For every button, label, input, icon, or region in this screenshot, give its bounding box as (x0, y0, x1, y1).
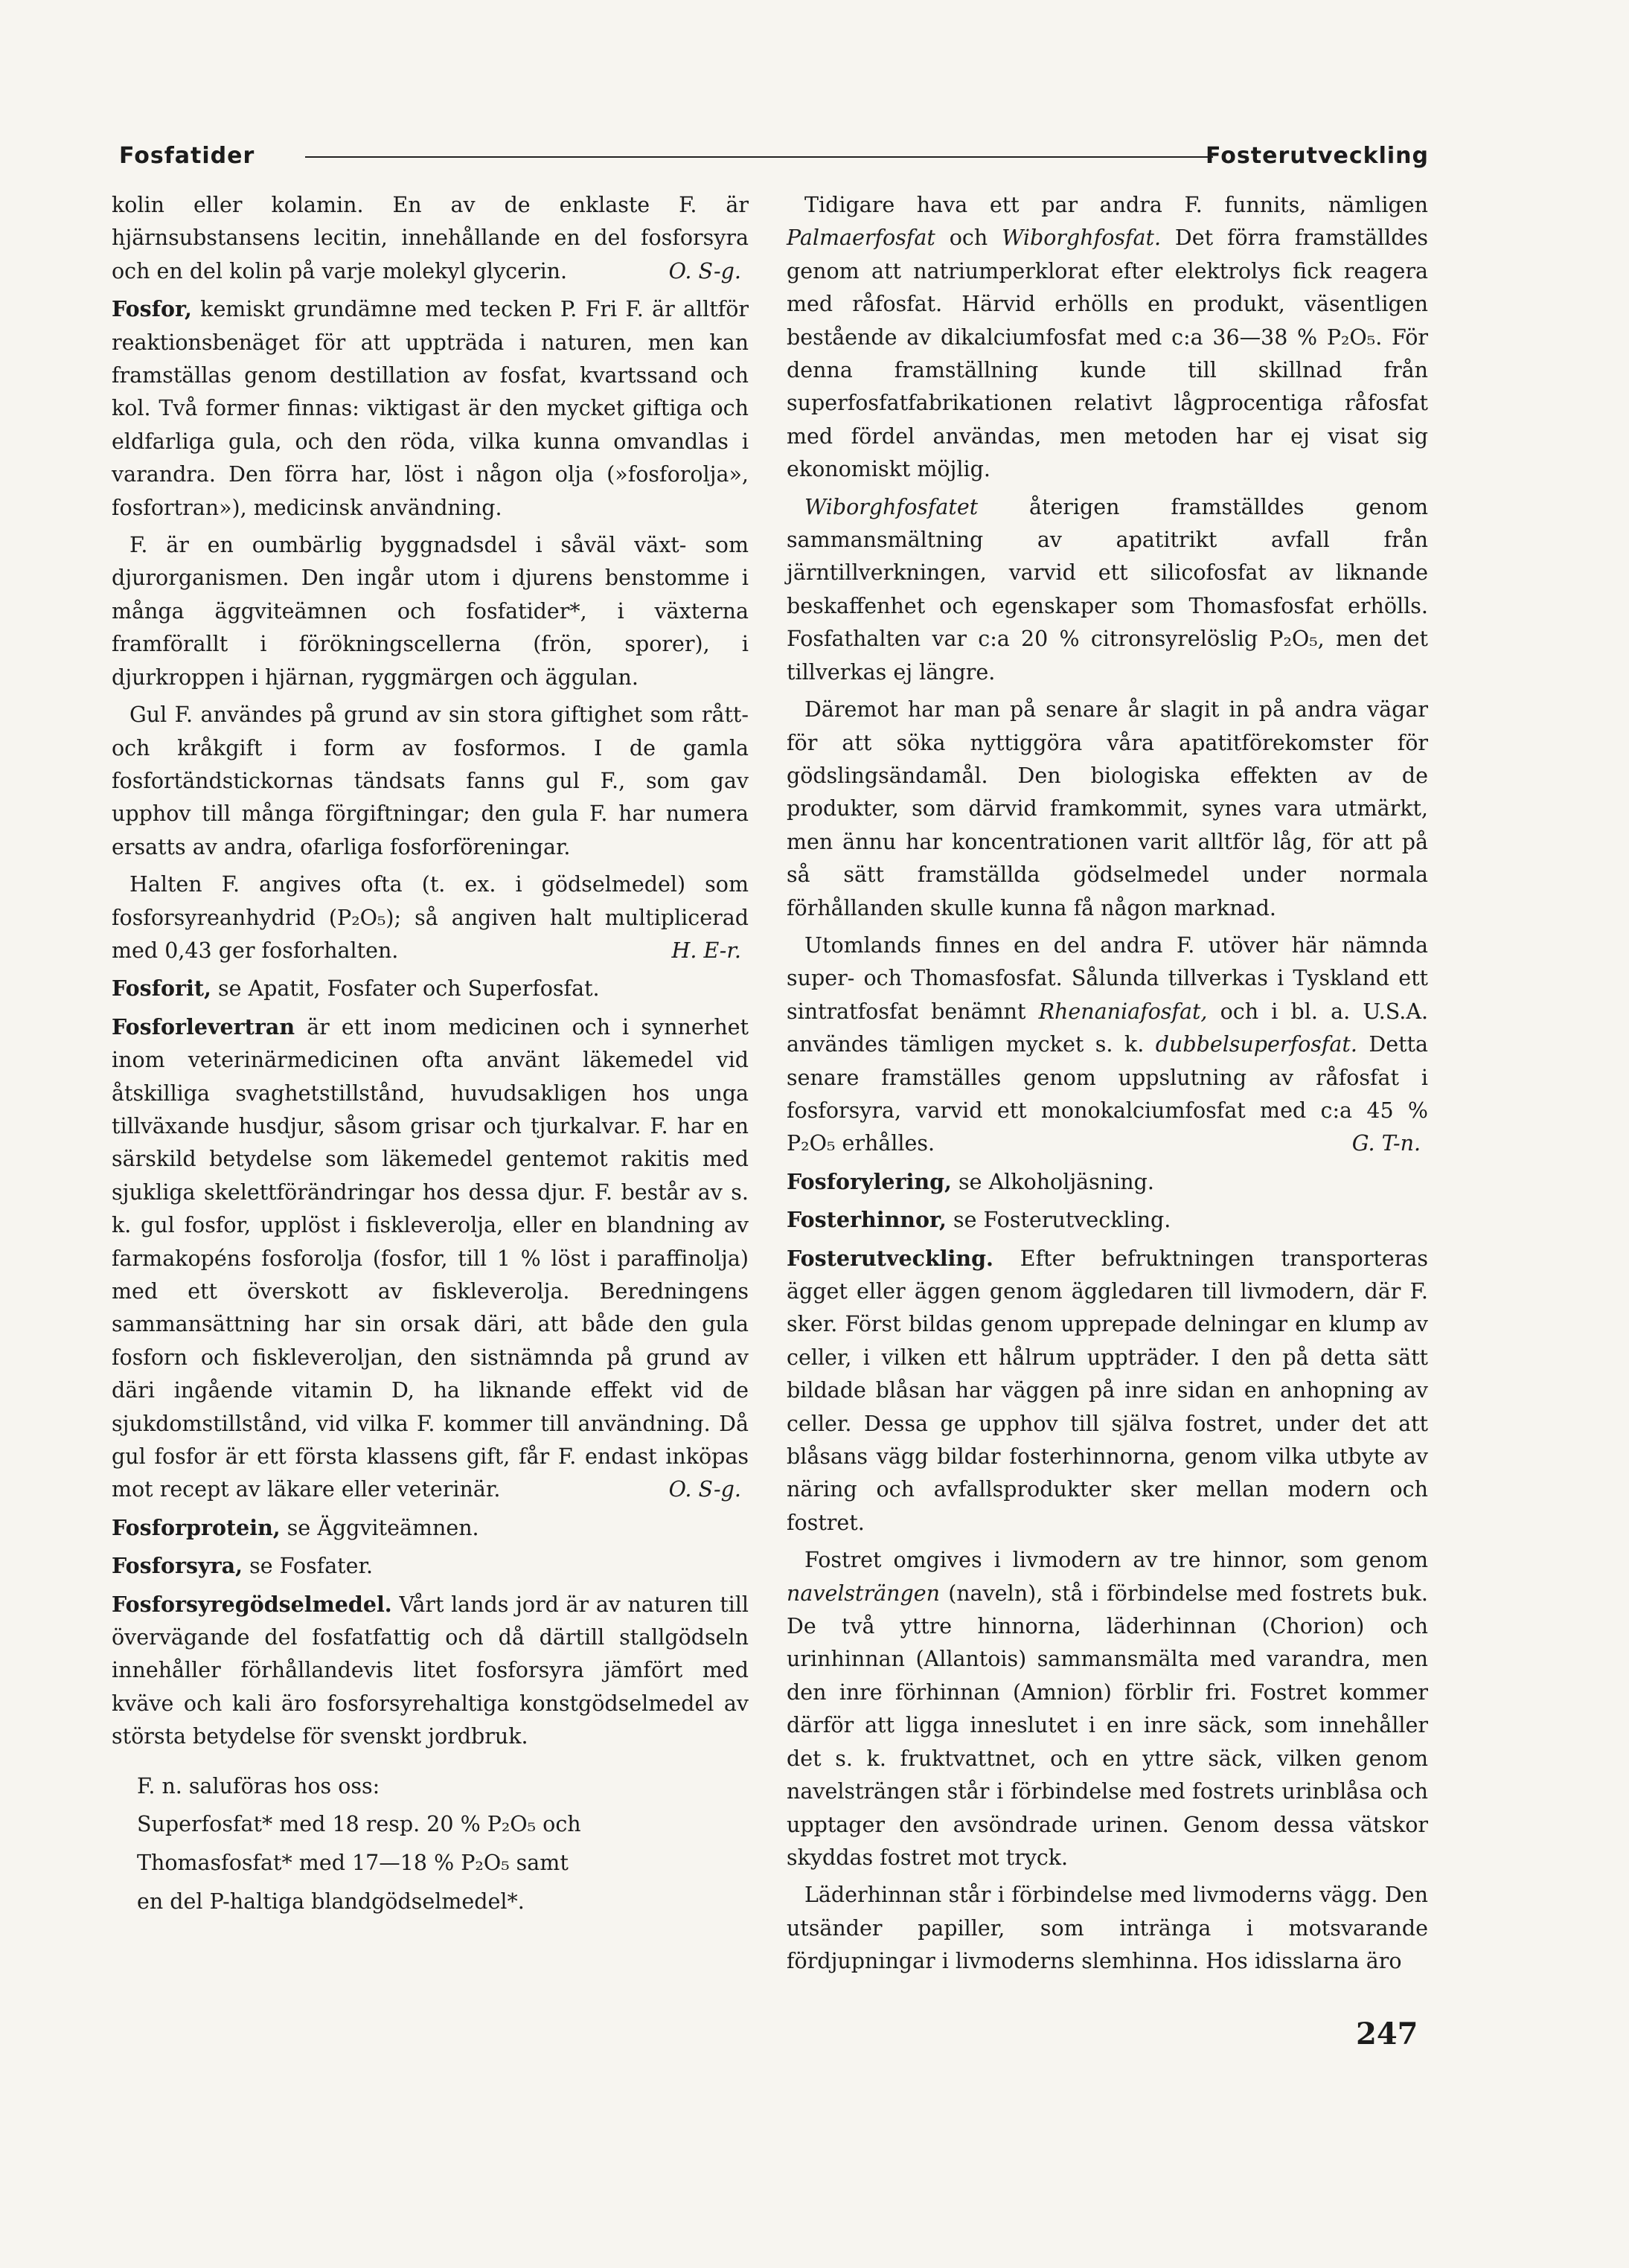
sales-item: en del P-haltiga blandgödselmedel*. (137, 1889, 525, 1915)
entry-term: Fosforlevertran (112, 1013, 295, 1040)
italic-term: navelsträngen (787, 1580, 940, 1606)
sales-item: Thomasfosfat* med 17—18 % P₂O₅ samt (137, 1851, 569, 1876)
author-signature: G. T-n. (1351, 1131, 1421, 1156)
header-right-keyword: Fosterutveckling (1206, 143, 1429, 169)
author-signature: O. S-g. (668, 1477, 741, 1502)
italic-term: Wiborghfosfatet (804, 494, 979, 519)
entry-fosforit (112, 972, 749, 1005)
paragraph-tidigare (787, 189, 1428, 487)
entry-term: Fosforsyregödselmedel. (112, 1591, 392, 1617)
entry-term: Fosterutveckling. (787, 1245, 993, 1271)
paragraph-daremot: Däremot har man på senare år slagit in på andra vägar för att söka nyttiggöra våra apatitförekomster för gödslingsändamål. Den biologiska effekten av de produkter, som därvid framkommit, synes vara utmärkt, men ännu har koncentrationen varit alltför låg, för att på så sätt framställda gödselmedel under normala förhållanden skulle kunna få någon marknad. (787, 697, 1428, 920)
text-run: Det förra framställdes genom att natriumperklorat efter elektrolys fick reagera med råfosfat. Härvid erhölls en produkt, väsentligen bestående av dikalciumfosfat med c:a 36—38 % P₂O₅. För denna framställning kunde till skillnad från superfosfatfabrikationen relativt lågprocentiga råfosfat med fördel användas, men metoden har ej visat sig ekonomiskt möjlig. (787, 225, 1429, 482)
author-signature: H. E-r. (671, 938, 741, 963)
entry-text: se Fosfater. (249, 1554, 374, 1579)
entry-term: Fosterhinnor, (787, 1207, 947, 1233)
entry-fosforprotein (112, 1511, 749, 1545)
running-header (119, 140, 1429, 177)
text-run: Utomlands finnes en del andra F. utöver här nämnda super- och Thomasfosfat. Sålunda tillverkas i Tyskland ett sintratfosfat benämnt (787, 932, 1428, 1024)
paragraph-fosfor-halten (112, 868, 749, 967)
entry-fosforsyregodselmedel (112, 1588, 749, 1754)
right-column (787, 189, 1428, 1983)
text-run: och i bl. a. U.S.A. användes tämligen mycket s. k. (787, 999, 1429, 1057)
entry-text: se Alkoholjäsning. (958, 1169, 1154, 1194)
entry-text: se Äggviteämnen. (287, 1515, 479, 1540)
paragraph-utomlands (787, 929, 1428, 1161)
sales-list (112, 1770, 749, 1919)
entry-fosfor (112, 292, 749, 525)
entry-text: se Fosterutveckling. (953, 1208, 1171, 1233)
entry-text: se Apatit, Fosfater och Superfosfat. (218, 976, 600, 1002)
italic-term: Rhenaniafosfat, (1038, 999, 1208, 1024)
entry-text: är ett inom medicinen och i synnerhet inom veterinärmedicinen ofta använt läkemedel vid åtskilliga svaghetstillstånd, huvudsakligen hos unga tillväxande husdjur, såsom grisar och tjurkalvar. F. har en särskild betydelse som läkemedel gentemot rakitis med sjukliga skelettförändringar hos dessa djur. F. består av s. k. gul fosfor, upplöst i fiskleverolja, eller en blandning av farmakopéns fosforolja (fosfor, till 1 % löst i paraffinolja) med ett överskott av fiskleverolja. Beredningens sammansättning har sin orsak däri, att både den gula fosforn och fiskleveroljan, den sistnämnda på grund av däri ingående vitamin D, ha liknande effekt vid de sjukdomstillstånd, vid vilka F. kommer till användning. Då gul fosfor är ett första klassens gift, får F. endast inköpas mot recept av läkare eller veterinär. (112, 1014, 749, 1502)
entry-term: Fosforsyra, (112, 1553, 243, 1579)
paragraph-fosfor-biology: F. är en oumbärlig byggnadsdel i såväl växt- som djurorganismen. Den ingår utom i djurens benstomme i många äggviteämnen och fosfatider*, i växterna framförallt i förökningscellerna (frön, sporer), i djurkroppen i hjärnan, ryggmärgen och äggulan. (112, 533, 749, 690)
header-left-keyword: Fosfatider (119, 143, 255, 169)
text-run: (naveln), stå i förbindelse med fostrets buk. De två yttre hinnorna, läderhinnan (Chorion) och urinhinnan (Allantois) sammansmälta med varandra, men den inre förhinnan (Amnion) förblir fri. Fostret kommer därför att ligga inneslutet i en inre säck, som innehåller det s. k. fruktvattnet, och en yttre säck, vilken genom navelsträngen står i förbindelse med fostrets urinblåsa och upptager den avsöndrade urinen. Genom dessa vätskor skyddas fostret mot tryck. (787, 1580, 1428, 1870)
entry-fosforylering (787, 1165, 1428, 1199)
sales-intro: F. n. saluföras hos oss: (137, 1773, 380, 1798)
entry-term: Fosforprotein, (112, 1514, 281, 1540)
entry-fosterhinnor (787, 1203, 1428, 1237)
paragraph-fosfor-gul: Gul F. användes på grund av sin stora giftighet som rått- och kråkgift i form av fosformos. I de gamla fosfortändstickornas tändsats fanns gul F., som gav upphov till många förgiftningar; den gula F. har numera ersatts av andra, ofarliga fosforföreningar. (112, 702, 749, 859)
text-run: och (949, 225, 988, 251)
paragraph-text: kolin eller kolamin. En av de enklaste F. är hjärnsubstansens lecitin, innehållande en del fosforsyra och en del kolin på varje molekyl glycerin. (112, 193, 749, 284)
text-run: återigen framställdes genom sammansmältning av apatitrikt avfall från järntillverkningen, varvid ett silicofosfat av liknande beskaffenhet och egenskaper som Thomasfosfat erhölls. Fosfathalten var c:a 20 % citronsyrelöslig P₂O₅, men det tillverkas ej längre. (787, 494, 1428, 685)
entry-text: Vårt lands jord är av naturen till övervägande del fosfatfattig och då därtill stallgödseln innehåller förhållandevis litet fosforsyra jämfört med kväve och kali äro fosforsyrehaltiga konstgödselmedel av största betydelse för svenskt jordbruk. (112, 1592, 749, 1749)
italic-term: Wiborghfosfat. (1002, 225, 1162, 251)
paragraph-wiborghfosfatet (787, 491, 1428, 689)
paragraph-text: Halten F. angives ofta (t. ex. i gödselmedel) som fosforsyreanhydrid (P₂O₅); så angiven halt multiplicerad med 0,43 ger fosforhalten. (112, 872, 749, 963)
entry-term: Fosfor, (112, 296, 192, 322)
author-signature: O. S-g. (668, 258, 741, 284)
italic-term: Palmaerfosfat (787, 225, 935, 251)
entry-fosforsyra (112, 1549, 749, 1583)
page-number: 247 (1356, 2016, 1418, 2051)
entry-fosterutveckling (787, 1242, 1428, 1540)
left-column (112, 189, 749, 1923)
paragraph-fostret-omgives (787, 1544, 1428, 1874)
paragraph-kolin (112, 189, 749, 288)
entry-term: Fosforylering, (787, 1168, 952, 1194)
text-run: Detta senare framställes genom uppslutning av råfosfat i fosforsyra, varvid ett monokalciumfosfat med c:a 45 % P₂O₅ erhålles. (787, 1032, 1428, 1156)
entry-text: kemiskt grundämne med tecken P. Fri F. är alltför reaktionsbenäget för att uppträda i naturen, men kan framställas genom destillation av fosfat, kvartssand och kol. Två former finnas: viktigast är den mycket giftiga och eldfarliga gula, och den röda, vilka kunna omvandlas i varandra. Den förra har, löst i någon olja (»fosforolja», fosfortran»), medicinsk användning. (112, 297, 749, 520)
header-rule (305, 156, 1213, 158)
paragraph-laderhinnan: Läderhinnan står i förbindelse med livmoderns vägg. Den utsänder papiller, som intränga i motsvarande fördjupningar i livmoderns slemhinna. Hos idisslarna äro (787, 1883, 1428, 1974)
italic-term: dubbelsuperfosfat. (1155, 1032, 1357, 1057)
text-run: Fostret omgives i livmodern av tre hinnor, som genom (804, 1548, 1428, 1573)
sales-item: Superfosfat* med 18 resp. 20 % P₂O₅ och (137, 1812, 581, 1837)
entry-term: Fosforit, (112, 976, 211, 1002)
text-run: Tidigare hava ett par andra F. funnits, nämligen (804, 193, 1428, 217)
entry-text: Efter befruktningen transporteras ägget eller äggen genom äggledaren till livmodern, där F. sker. Först bildas genom upprepade delningar en klump av celler, i vilken ett hålrum uppträder. I den på detta sätt bildade blåsan har väggen på inre sidan en anhopning av celler. Dessa ge upphov till själva fostret, under det att blåsans vägg bildar fosterhinnorna, genom vilka utbyte av näring och avfallsprodukter sker mellan modern och fostret. (787, 1246, 1429, 1535)
entry-fosforlevertran (112, 1010, 749, 1507)
